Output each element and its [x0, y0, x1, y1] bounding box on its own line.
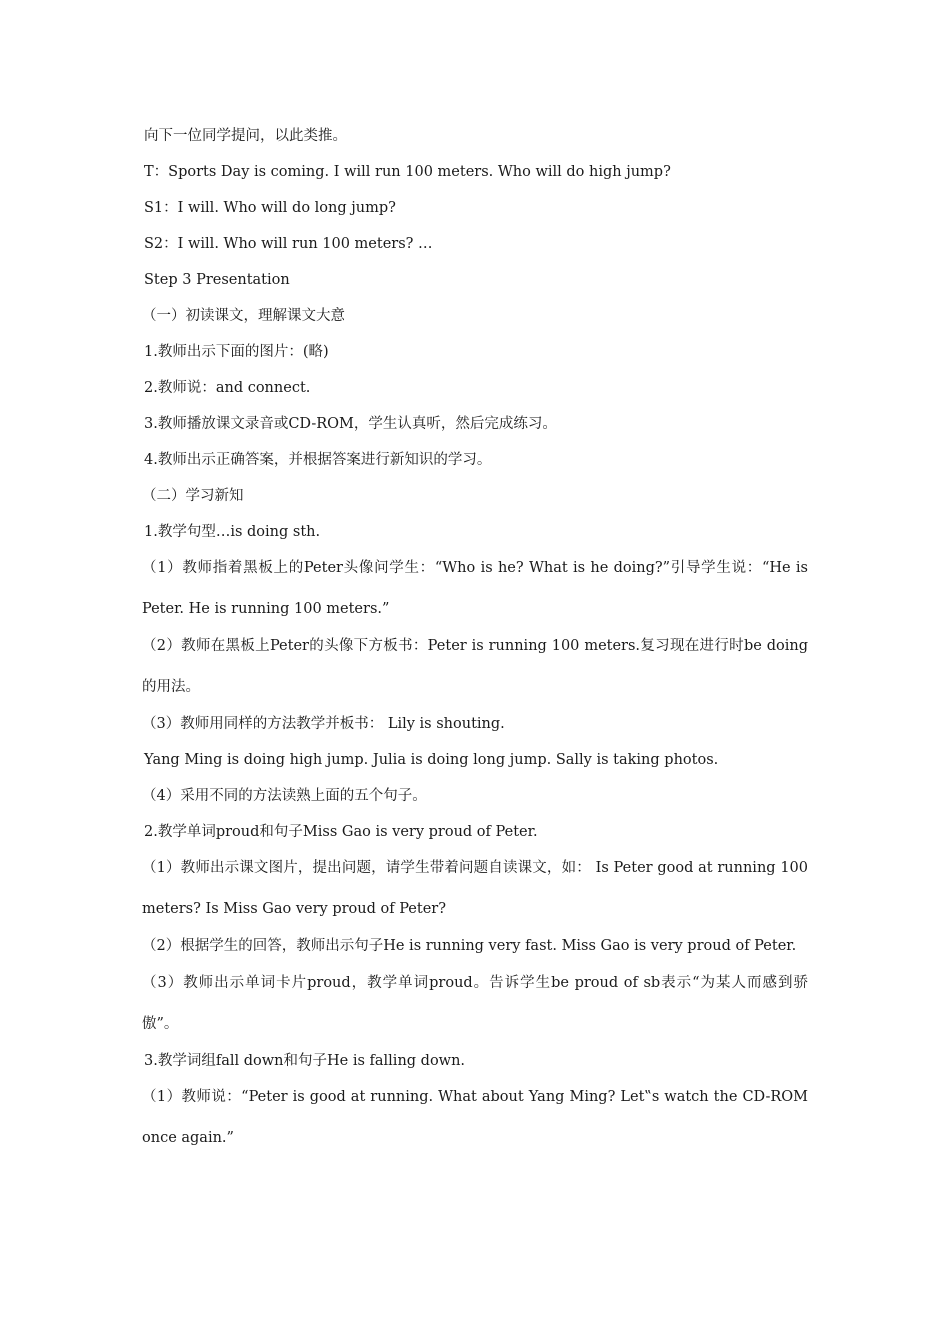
- paragraph: （2）根据学生的回答，教师出示句子He is running very fast. Miss Gao is very proud of Peter.: [142, 938, 797, 954]
- document-body: [144, 124, 808, 1163]
- paragraph: 1.教学句型…is doing sth.: [144, 524, 321, 540]
- paragraph: Yang Ming is doing high jump. Julia is doing long jump. Sally is taking photos.: [144, 752, 719, 768]
- subsection-heading: （二）学习新知: [142, 488, 244, 504]
- paragraph: 3.教师播放课文录音或CD-ROM，学生认真听，然后完成练习。: [144, 416, 557, 432]
- paragraph: 1.教师出示下面的图片：(略): [144, 344, 329, 360]
- paragraph: （4）采用不同的方法读熟上面的五个句子。: [142, 788, 427, 804]
- paragraph: 3.教学词组fall down和句子He is falling down.: [144, 1053, 466, 1069]
- section-heading: Step 3 Presentation: [144, 272, 290, 288]
- paragraph: （1）教师出示课文图片，提出问题，请学生带着问题自读课文，如： Is Peter good at running 100 meters? Is Miss Gao very proud of Peter?: [142, 860, 808, 917]
- paragraph: 2.教师说：and connect.: [144, 380, 311, 396]
- paragraph: 向下一位同学提问，以此类推。: [144, 128, 347, 144]
- paragraph: （3）教师出示单词卡片proud，教学单词proud。告诉学生be proud of sb表示“为某人而感到骄傲”。: [142, 975, 808, 1032]
- paragraph: S1：I will. Who will do long jump?: [144, 200, 396, 216]
- subsection-heading: （一）初读课文，理解课文大意: [142, 308, 345, 324]
- paragraph: （3）教师用同样的方法教学并板书： Lily is shouting.: [142, 716, 505, 732]
- paragraph: （2）教师在黑板上Peter的头像下方板书：Peter is running 100 meters.复习现在进行时be doing的用法。: [142, 638, 808, 695]
- paragraph: （1）教师说：“Peter is good at running. What about Yang Ming? Let‟s watch the CD-ROM once again.”: [142, 1089, 808, 1146]
- paragraph: 4.教师出示正确答案，并根据答案进行新知识的学习。: [144, 452, 492, 468]
- paragraph: S2：I will. Who will run 100 meters? …: [144, 236, 433, 252]
- paragraph: T：Sports Day is coming. I will run 100 meters. Who will do high jump?: [144, 164, 671, 180]
- paragraph: 2.教学单词proud和句子Miss Gao is very proud of Peter.: [144, 824, 538, 840]
- paragraph: （1）教师指着黑板上的Peter头像问学生：“Who is he? What is he doing?”引导学生说：“He is Peter. He is running 100 meters.”: [142, 560, 808, 617]
